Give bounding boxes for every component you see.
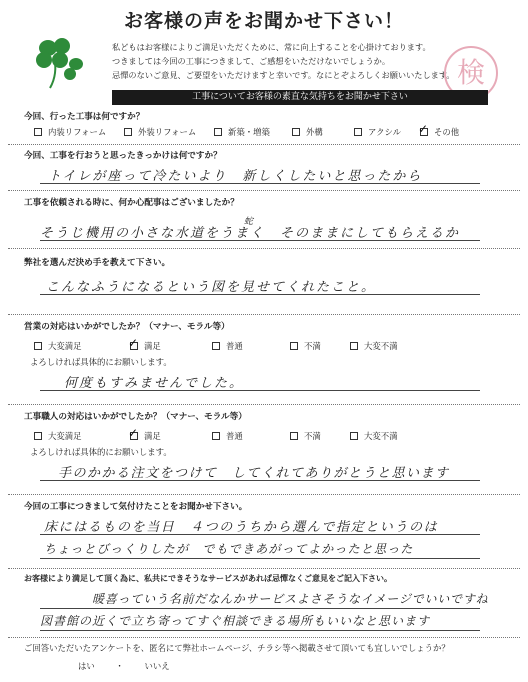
q6-option[interactable]: 大変満足 bbox=[34, 430, 82, 442]
checkbox[interactable] bbox=[354, 128, 362, 136]
answer-line bbox=[40, 630, 480, 631]
answer-line bbox=[40, 534, 480, 535]
intro-line: 忌憚のないご意見、ご要望をいただけますと幸いです。なにとぞよろしくお願いいたします。 bbox=[112, 70, 455, 80]
divider bbox=[8, 568, 520, 569]
check-mark-icon: ✓ bbox=[128, 335, 139, 350]
divider bbox=[8, 494, 520, 495]
check-mark-icon: ✓ bbox=[128, 425, 139, 440]
checkbox[interactable] bbox=[212, 342, 220, 350]
q2-answer: トイレが座って冷たいより 新しくしたいと思ったから bbox=[48, 169, 423, 184]
divider bbox=[8, 314, 520, 315]
check-mark-icon: ✓ bbox=[418, 121, 429, 136]
q3-insertion: 蛇 bbox=[244, 217, 254, 227]
q7-question: 今回の工事につきまして気付けたことをお聞かせ下さい。 bbox=[24, 502, 248, 512]
intro-line: 私どもはお客様によりご満足いただくために、常に向上することを心掛けております。 bbox=[112, 42, 431, 52]
divider bbox=[8, 144, 520, 145]
four-leaf-clover-icon bbox=[30, 34, 90, 90]
q4-question: 弊社を選んだ決め手を教えて下さい。 bbox=[24, 258, 171, 268]
q1-option[interactable]: 外装リフォーム bbox=[124, 126, 196, 138]
q4-answer: こんなふうになるという図を見せてくれたこと。 bbox=[46, 280, 377, 295]
yes-option[interactable]: はい bbox=[78, 661, 95, 671]
q5-option-checked[interactable]: ✓ 満足 bbox=[128, 335, 161, 351]
q6-question: 工事職人の対応はいかがでしたか？（マナー、モラル等） bbox=[24, 412, 247, 422]
answer-line bbox=[40, 294, 480, 295]
section-banner: 工事についてお客様の素直な気持ちをお聞かせ下さい bbox=[112, 90, 488, 105]
q1-option[interactable]: 内装リフォーム bbox=[34, 126, 106, 138]
q5-option[interactable]: 不満 bbox=[290, 340, 321, 352]
answer-line bbox=[40, 183, 480, 184]
q5-detail-label: よろしければ具体的にお願いします。 bbox=[30, 357, 172, 367]
separator-dot: ・ bbox=[115, 661, 124, 671]
checkbox-checked[interactable] bbox=[128, 425, 139, 440]
q1-option[interactable]: 外構 bbox=[292, 126, 323, 138]
q1-option[interactable]: アクシル bbox=[354, 126, 401, 138]
divider bbox=[8, 404, 520, 405]
answer-line bbox=[40, 240, 480, 241]
q6-option[interactable]: 不満 bbox=[290, 430, 321, 442]
divider bbox=[8, 248, 520, 249]
q5-option[interactable]: 大変不満 bbox=[350, 340, 398, 352]
q1-option-checked[interactable]: ✓ その他 bbox=[418, 121, 460, 137]
publish-consent-question: ご回答いただいたアンケートを、匿名にて弊社ホームページ、チラシ等へ掲載させて頂いても宜しいでしょうか？ bbox=[24, 643, 450, 653]
q6-option-checked[interactable]: ✓ 満足 bbox=[128, 425, 161, 441]
no-option[interactable]: いいえ bbox=[144, 661, 170, 671]
q1-question: 今回、行った工事は何ですか？ bbox=[24, 112, 145, 122]
checkbox[interactable] bbox=[34, 342, 42, 350]
inspection-stamp: 検 bbox=[444, 46, 498, 100]
q2-question: 今回、工事を行おうと思ったきっかけは何ですか？ bbox=[24, 151, 222, 161]
page-title: お客様の声をお聞かせ下さい！ bbox=[123, 10, 404, 32]
answer-line bbox=[40, 480, 480, 481]
q5-option[interactable]: 大変満足 bbox=[34, 340, 82, 352]
q3-question: 工事を依頼される時に、何か心配事はございましたか？ bbox=[24, 198, 239, 208]
checkbox[interactable] bbox=[292, 128, 300, 136]
q6-option[interactable]: 普通 bbox=[212, 430, 243, 442]
checkbox[interactable] bbox=[34, 128, 42, 136]
q5-option[interactable]: 普通 bbox=[212, 340, 243, 352]
divider bbox=[8, 190, 520, 191]
q7-answer-line: 床にはるものを当日 ４つのうちから選んで指定というのは bbox=[44, 520, 439, 535]
checkbox[interactable] bbox=[124, 128, 132, 136]
answer-line bbox=[40, 608, 480, 609]
q5-question: 営業の対応はいかがでしたか？（マナー、モラル等） bbox=[24, 322, 230, 332]
q8-question: お客様により満足して頂く為に、私共にできそうなサービスがあれば忌憚なくご意見をご記入下さい。 bbox=[24, 574, 392, 583]
q6-answer: 手のかかる注文をつけて してくれてありがとうと思います bbox=[58, 466, 450, 481]
divider bbox=[8, 637, 520, 638]
q1-option[interactable]: 新築・増築 bbox=[214, 126, 270, 138]
q6-option[interactable]: 大変不満 bbox=[350, 430, 398, 442]
q6-detail-label: よろしければ具体的にお願いします。 bbox=[30, 447, 172, 457]
checkbox[interactable] bbox=[350, 342, 358, 350]
q7-answer-line: ちょっとびっくりしたが でもできあがってよかったと思った bbox=[44, 542, 414, 556]
q5-answer: 何度もすみませんでした。 bbox=[64, 376, 245, 391]
checkbox[interactable] bbox=[350, 432, 358, 440]
checkbox[interactable] bbox=[214, 128, 222, 136]
checkbox[interactable] bbox=[34, 432, 42, 440]
q8-answer-line: 暖喜っていう名前だなんかサービスよさそうなイメージでいいですね bbox=[92, 592, 489, 606]
checkbox-checked[interactable] bbox=[128, 335, 139, 350]
q8-answer-line: 図書館の近くで立ち寄ってすぐ相談できる場所もいいなと思います bbox=[40, 614, 431, 628]
q3-answer: そうじ機用の小さな水道をうまく そのままにしてもらえるか bbox=[40, 226, 461, 241]
answer-line bbox=[40, 558, 480, 559]
intro-line: つきましては今回の工事につきまして、ご感想をいただけないでしょうか。 bbox=[112, 56, 391, 66]
checkbox[interactable] bbox=[212, 432, 220, 440]
publish-consent-options bbox=[78, 660, 170, 672]
checkbox[interactable] bbox=[290, 432, 298, 440]
checkbox-checked[interactable] bbox=[418, 121, 429, 136]
checkbox[interactable] bbox=[290, 342, 298, 350]
answer-line bbox=[40, 390, 480, 391]
